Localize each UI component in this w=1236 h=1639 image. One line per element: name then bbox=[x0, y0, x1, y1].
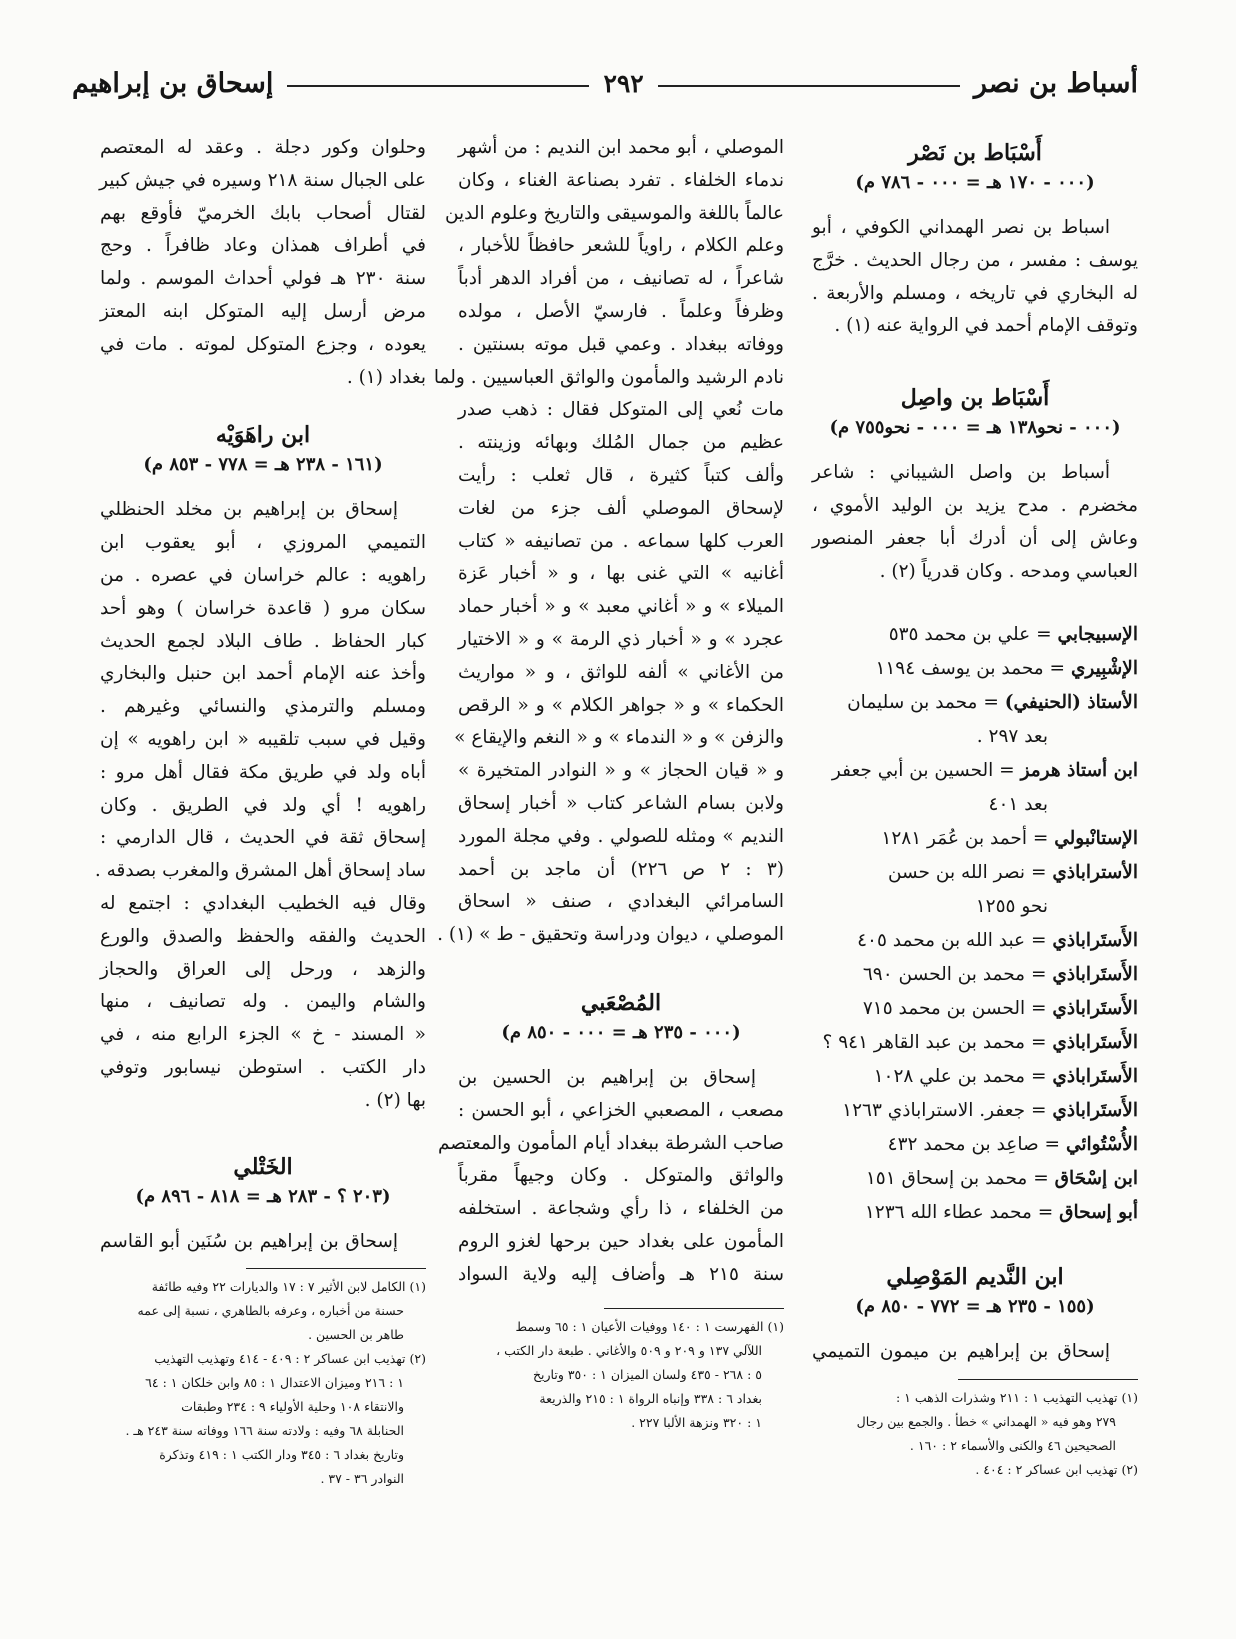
cross-reference bbox=[812, 754, 1138, 788]
footnote-line: طاهر بن الحسين . bbox=[308, 1327, 404, 1343]
xref-target: = عبد الله بن محمد ٤٠٥ bbox=[857, 930, 1053, 952]
text-line: وظرفاً وعلماً . فارسيّ الأصل ، مولده bbox=[458, 300, 784, 322]
footnote-line: (٢) تهذيب ابن عساكر ٢ : ٤٠٩ - ٤١٤ وتهذيب التهذيب bbox=[154, 1351, 426, 1367]
text-line: مصعب ، المصعبي الخزاعي ، أبو الحسن : bbox=[458, 1099, 784, 1121]
text-line: له البخاري في تاريخه ، ومسلم والأربعة . bbox=[812, 282, 1138, 304]
cross-reference bbox=[812, 924, 1138, 958]
footnote-line: (١) الكامل لابن الأثير ٧ : ١٧ والديارات ٢٢ وفيه طائفة bbox=[151, 1279, 426, 1295]
xref-continuation bbox=[812, 720, 1138, 754]
text-line: ساد إسحاق أهل المشرق والمغرب بصدقه . bbox=[94, 860, 426, 882]
column-right bbox=[812, 132, 1138, 1482]
page-header bbox=[72, 62, 1138, 104]
cross-reference bbox=[812, 1196, 1138, 1230]
text-line: والواثق والمتوكل . وكان وجيهاً مقرباً bbox=[458, 1165, 784, 1187]
running-head-right: أسباط بن نصر bbox=[973, 67, 1138, 99]
text-line: (٣ : ٢ ص ٢٢٦) أن ماجد بن أحمد bbox=[458, 858, 784, 880]
cross-reference bbox=[812, 1026, 1138, 1060]
footnotes bbox=[100, 1275, 426, 1491]
entry-dates: (٠٠٠ - ١٧٠ هـ = ٠٠٠ - ٧٨٦ م) bbox=[855, 172, 1095, 193]
running-head-left: إسحاق بن إبراهيم bbox=[72, 67, 274, 99]
text-line: ومسلم والترمذي والنسائي وغيرهم . bbox=[100, 696, 426, 718]
text-line: ولابن بسام الشاعر كتاب « أخبار إسحاق bbox=[458, 792, 784, 814]
footnote-line: ٢٧٩ وهو فيه « الهمداني » خطأ . والجمع بين رجال bbox=[856, 1414, 1116, 1430]
text-line: ندماء الخلفاء . تفرد بصناعة الغناء ، وكان bbox=[458, 169, 784, 191]
text-line: اسباط بن نصر الهمداني الكوفي ، أبو bbox=[812, 217, 1110, 238]
text-line: بغداد (١) . bbox=[346, 366, 426, 388]
footnote-line: حسنة من أخباره ، وعرفه بالطاهري ، نسبة إلى عمه bbox=[137, 1303, 404, 1319]
text-line: على الجبال سنة ٢١٨ وسيره في جيش كبير bbox=[99, 169, 426, 191]
entry-dates: (٢٠٣ ؟ - ٢٨٣ هـ = ٨١٨ - ٨٩٦ م) bbox=[135, 1185, 391, 1207]
xref-name: الأَستَراباذي bbox=[1052, 1032, 1138, 1054]
footnote-line: بغداد ٦ : ٣٣٨ وإنباه الرواة ١ : ٢١٥ والذريعة bbox=[539, 1390, 762, 1406]
text-line: التميمي المروزي ، أبو يعقوب ابن bbox=[100, 532, 426, 554]
text-line: في أطراف همذان وعاد ظافراً . وحج bbox=[100, 235, 426, 257]
text-line: مخضرم . مدح يزيد بن الوليد الأموي ، bbox=[812, 494, 1138, 516]
xref-name: الأَستَراباذي bbox=[1052, 930, 1138, 952]
entry-body bbox=[812, 212, 1138, 343]
text-line: عظيم من جمال المُلك وبهائه وزينته . bbox=[458, 432, 784, 454]
text-line: وقيل في سبب تلقيبه « ابن راهويه » إن bbox=[100, 728, 426, 750]
text-line: يوسف : مفسر ، من رجال الحديث . خرَّج bbox=[812, 249, 1138, 271]
text-line: أباه ولد في طريق مكة فقال أهل مرو : bbox=[100, 761, 426, 783]
cross-reference bbox=[812, 652, 1138, 686]
xref-name: الأستاذ (الحنيفي) bbox=[1004, 692, 1138, 714]
xref-name: ابن أستاذ هرمز bbox=[1020, 760, 1138, 782]
xref-target: = محمد بن سليمان bbox=[847, 692, 1005, 714]
text-line: ووفاته ببغداد . وعمي قبل موته بسنتين . bbox=[458, 333, 784, 355]
text-line: راهويه ! أي ولد في الطريق . وكان bbox=[100, 794, 426, 816]
footnotes bbox=[458, 1315, 784, 1435]
xref-name: أبو إسحاق bbox=[1059, 1202, 1138, 1224]
text-line: لقتال أصحاب بابك الخرميّ فأوقع بهم bbox=[100, 202, 426, 224]
xref-target: = محمد بن إسحاق ١٥١ bbox=[865, 1168, 1055, 1190]
xref-name: الأُسْتُوائي bbox=[1065, 1134, 1138, 1156]
footnote-line: ١ : ٢١٦ وميزان الاعتدال ١ : ٨٥ وابن خلكان ١ : ٦٤ bbox=[145, 1375, 404, 1391]
text-line: كبار الحفاظ . طاف البلاد لجمع الحديث bbox=[100, 630, 426, 652]
text-line: نادم الرشيد والمأمون والواثق العباسيين . ولما bbox=[433, 366, 784, 388]
xref-name: الأستراباذي bbox=[1052, 862, 1138, 884]
header-rule bbox=[287, 85, 589, 87]
text-line: الحديث والفقه والحفظ والصدق والورع bbox=[100, 925, 426, 947]
xref-name: الأَستَراباذي bbox=[1052, 998, 1138, 1020]
cross-reference bbox=[812, 1128, 1138, 1162]
text-line: والزهد ، ورحل إلى العراق والحجاز bbox=[100, 958, 426, 980]
text-line: أسباط بن واصل الشيباني : شاعر bbox=[812, 462, 1110, 484]
footnote-line: النوادر ٣٦ - ٣٧ . bbox=[320, 1471, 404, 1487]
text-line: وقال فيه الخطيب البغدادي : اجتمع له bbox=[100, 892, 426, 914]
text-line: والشام واليمن . وله تصانيف ، منها bbox=[100, 991, 426, 1013]
text-line: إسحاق ثقة في الحديث ، قال الدارمي : bbox=[100, 827, 426, 849]
footnote-line: والانتقاء ١٠٨ وحلية الأولياء ٩ : ٢٣٤ وطبقات bbox=[181, 1399, 404, 1415]
xref-name: ابن إسْحَاق bbox=[1054, 1168, 1138, 1190]
entry-dates: (١٥٥ - ٢٣٥ هـ = ٧٧٢ - ٨٥٠ م) bbox=[855, 1296, 1095, 1318]
xref-target: = محمد بن علي ١٠٢٨ bbox=[873, 1066, 1053, 1088]
footnote-line: (٢) تهذيب ابن عساكر ٢ : ٤٠٤ . bbox=[975, 1462, 1138, 1478]
text-line: صاحب الشرطة ببغداد أيام المأمون والمعتصم bbox=[437, 1132, 784, 1154]
text-line: يعوده ، وجزع المتوكل لموته . مات في bbox=[100, 333, 426, 355]
header-rule bbox=[658, 85, 960, 87]
xref-name: الإسبيجابي bbox=[1057, 624, 1138, 646]
xref-target: = صاعِد بن محمد ٤٣٢ bbox=[887, 1134, 1066, 1156]
text-line: إسحاق بن إبراهيم بن مخلد الحنظلي bbox=[100, 499, 398, 521]
text-line: راهويه : عالم خراسان في عصره . من bbox=[100, 564, 426, 586]
cross-reference bbox=[812, 1094, 1138, 1128]
entry-title: المُصْعَبي bbox=[580, 989, 662, 1016]
text-line: إسحاق بن إبراهيم بن ميمون التميمي bbox=[812, 1341, 1110, 1363]
cross-reference bbox=[812, 992, 1138, 1026]
entry-body bbox=[433, 132, 784, 952]
text-line: أغانيه » التي غنى بها ، و « أخبار عَزة bbox=[458, 563, 784, 585]
cross-reference-list bbox=[812, 618, 1138, 1230]
footnote-rule bbox=[958, 1379, 1138, 1380]
text-line: سنة ٢٣٠ هـ فولي أحداث الموسم . ولما bbox=[100, 268, 426, 290]
cross-reference bbox=[812, 856, 1138, 890]
entry-body bbox=[100, 1226, 426, 1259]
text-line: العرب كلها سماعه . من تصانيفه « كتاب bbox=[458, 530, 784, 552]
footnote-rule bbox=[246, 1268, 426, 1269]
text-line: وعاش إلى أن أدرك أبا جعفر المنصور bbox=[812, 527, 1138, 549]
xref-name: الأَستَراباذي bbox=[1052, 1100, 1138, 1122]
entry-title: ابن النَّديم المَوْصِلي bbox=[886, 1264, 1064, 1291]
xref-target: = محمد بن يوسف ١١٩٤ bbox=[875, 658, 1071, 680]
text-line: عجرد » و « أخبار ذي الرمة » و « الاختيار bbox=[458, 628, 784, 650]
cross-reference bbox=[812, 618, 1138, 652]
xref-continuation-text: بعد ٤٠١ bbox=[988, 794, 1048, 816]
footnote-line: (١) تهذيب التهذيب ١ : ٢١١ وشذرات الذهب ١ : bbox=[895, 1390, 1138, 1406]
entry-body bbox=[437, 1062, 784, 1292]
xref-target: = الحسين بن أبي جعفر bbox=[831, 760, 1021, 782]
footnote-line: ١ : ٣٢٠ ونزهة الألبا ٢٢٧ . bbox=[631, 1414, 762, 1430]
text-line: سكان مرو ( قاعدة خراسان ) وهو أحد bbox=[100, 597, 426, 619]
xref-continuation bbox=[812, 788, 1138, 822]
footnote-line: ٥ : ٢٦٨ - ٤٣٥ ولسان الميزان ١ : ٣٥٠ وتاريخ bbox=[532, 1366, 762, 1382]
cross-reference bbox=[812, 958, 1138, 992]
footnote-line: وتاريخ بغداد ٦ : ٣٤٥ ودار الكتب ١ : ٤١٩ وتذكرة bbox=[159, 1447, 404, 1463]
text-line: الموصلي ، أبو محمد ابن النديم : من أشهر bbox=[458, 137, 784, 158]
entry-dates: (٠٠٠ - نحو١٣٨ هـ = ٠٠٠ - نحو٧٥٥ م) bbox=[829, 417, 1121, 439]
text-line: دار الكتب . استوطن نيسابور وتوفي bbox=[100, 1056, 426, 1078]
text-line: بها (٢) . bbox=[364, 1089, 426, 1111]
xref-name: الإشْبِيري bbox=[1070, 658, 1138, 680]
entry-body bbox=[812, 1336, 1138, 1369]
xref-target: = علي بن محمد ٥٣٥ bbox=[888, 624, 1058, 646]
footnote-line: اللآلي ١٣٧ و ٢٠٩ و ٥٠٩ والأغاني . طبعة دار الكتب ، bbox=[496, 1342, 762, 1358]
footnote-line: (١) الفهرست ١ : ١٤٠ ووفيات الأعيان ١ : ٦٥ وسمط bbox=[515, 1318, 784, 1334]
text-line: الموصلي ، ديوان ودراسة وتحقيق - ط » (١) . bbox=[437, 924, 784, 946]
xref-name: الإستانْبولي bbox=[1054, 828, 1138, 850]
entry-dates: (٠٠٠ - ٢٣٥ هـ = ٠٠٠ - ٨٥٠ م) bbox=[501, 1021, 741, 1043]
text-line: إسحاق بن إبراهيم بن سُنَين أبو القاسم bbox=[100, 1230, 398, 1252]
entry-body bbox=[100, 132, 426, 394]
text-line: وأخذ عنه الإمام أحمد ابن حنبل والبخاري bbox=[100, 663, 426, 685]
text-line: و « قيان الحجاز » و « النوادر المتخيرة » bbox=[458, 760, 784, 782]
page-number: ٢٩٢ bbox=[603, 68, 644, 98]
entry-title: الخَتْلي bbox=[233, 1153, 293, 1180]
text-line: شاعراً ، له تصانيف ، من أفراد الدهر أدباً bbox=[458, 268, 784, 290]
cross-reference bbox=[812, 822, 1138, 856]
text-line: الميلاء » و « أغاني معبد » و « أخبار حماد bbox=[458, 596, 784, 618]
xref-name: الأَستَراباذي bbox=[1052, 1066, 1138, 1088]
xref-target: = محمد بن الحسن ٦٩٠ bbox=[862, 964, 1053, 986]
column-left bbox=[94, 132, 426, 1491]
cross-reference bbox=[812, 1060, 1138, 1094]
cross-reference bbox=[812, 1162, 1138, 1196]
text-line: وحلوان وكور دجلة . وعقد له المعتصم bbox=[100, 137, 426, 158]
xref-continuation-text: نحو ١٢٥٥ bbox=[975, 896, 1048, 918]
entry-title: أَسْبَاط بن واصِل bbox=[900, 385, 1050, 412]
xref-target: = نصر الله بن حسن bbox=[887, 862, 1053, 884]
text-line: من الأغاني » ألفه للواثق ، و « مواريث bbox=[458, 661, 784, 683]
footnote-line: الصحيحين ٤٦ والكنى والأسماء ٢ : ١٦٠ . bbox=[909, 1438, 1116, 1454]
xref-target: = محمد عطاء الله ١٢٣٦ bbox=[864, 1202, 1060, 1224]
column-middle bbox=[433, 132, 784, 1435]
text-line: الحكماء » و « جواهر الكلام » و « الرقص bbox=[458, 694, 784, 716]
text-line: والزفن » و « الندماء » و « النغم والإيقاع » bbox=[454, 727, 784, 749]
xref-target: = محمد بن عبد القاهر ٩٤١ ؟ bbox=[822, 1032, 1053, 1054]
text-line: من الخلفاء ، ذا رأي وشجاعة . استخلفه bbox=[458, 1198, 784, 1220]
footnotes bbox=[812, 1386, 1138, 1482]
text-line: العباسي ومدحه . وكان قدرياً (٢) . bbox=[879, 560, 1138, 582]
xref-name: الأَستَراباذي bbox=[1052, 964, 1138, 986]
text-line: سنة ٢١٥ هـ وأضاف إليه ولاية السواد bbox=[458, 1263, 784, 1285]
xref-target: = أحمد بن عُمَر ١٢٨١ bbox=[881, 828, 1055, 850]
footnote-line: الحنابلة ٦٨ وفيه : ولادته سنة ١٦٦ ووفاته سنة ٢٤٣ هـ . bbox=[125, 1423, 404, 1439]
text-line: المأمون على بغداد حين برحها لغزو الروم bbox=[458, 1230, 784, 1252]
text-line: النديم » ومثله للصولي . وفي مجلة المورد bbox=[458, 825, 784, 847]
entry-title: أَسْبَاط بن نَصْر bbox=[908, 140, 1042, 166]
entry-body bbox=[812, 457, 1138, 588]
xref-target: = جعفر. الاستراباذي ١٢٦٣ bbox=[842, 1100, 1053, 1122]
text-line: وألف كتباً كثيرة ، قال ثعلب : رأيت bbox=[458, 464, 784, 486]
xref-target: = الحسن بن محمد ٧١٥ bbox=[862, 998, 1053, 1020]
text-line: « المسند - خ » الجزء الرابع منه ، في bbox=[100, 1024, 426, 1046]
xref-continuation bbox=[812, 890, 1138, 924]
text-line: مرض أرسل إليه المتوكل ابنه المعتز bbox=[100, 300, 426, 322]
entry-dates: (١٦١ - ٢٣٨ هـ = ٧٧٨ - ٨٥٣ م) bbox=[143, 454, 383, 476]
cross-reference bbox=[812, 686, 1138, 720]
footnote-rule bbox=[604, 1308, 784, 1309]
text-line: إسحاق بن إبراهيم بن الحسين بن bbox=[458, 1066, 756, 1088]
text-line: وتوقف الإمام أحمد في الرواية عنه (١) . bbox=[834, 315, 1138, 337]
entry-title: ابن راهَوَيْه bbox=[215, 422, 311, 449]
text-line: السامرائي البغدادي ، صنف « اسحاق bbox=[458, 891, 784, 913]
entry-body bbox=[94, 494, 426, 1117]
text-line: وعلم الكلام ، راوياً للشعر حافظاً للأخبار ، bbox=[458, 235, 784, 257]
text-line: مات نُعي إلى المتوكل فقال : ذهب صدر bbox=[458, 399, 784, 421]
text-line: لإسحاق الموصلي ألف جزء من لغات bbox=[458, 497, 784, 519]
text-line: عالماً باللغة والموسيقى والتاريخ وعلوم الدين bbox=[444, 202, 784, 224]
xref-continuation-text: بعد ٢٩٧ . bbox=[976, 726, 1048, 748]
